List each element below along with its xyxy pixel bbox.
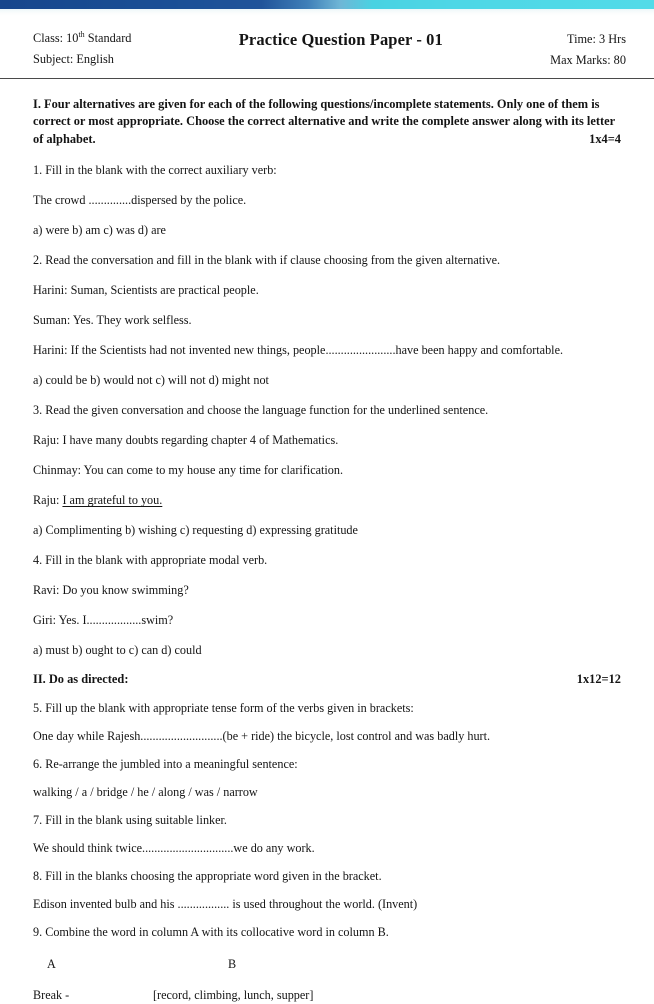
question-8-stem: 8. Fill in the blanks choosing the appropriate word given in the bracket. [33, 869, 382, 884]
question-1-stem: 1. Fill in the blank with the correct auxiliary verb: [33, 163, 277, 178]
document-header [0, 16, 654, 71]
header-divider [0, 78, 654, 79]
class-line [33, 28, 131, 49]
question-2-line-2: Suman: Yes. They work selfless. [33, 313, 192, 328]
column-b-header: B [228, 957, 237, 972]
question-2-stem: 2. Read the conversation and fill in the blank with if clause choosing from the given alternative. [33, 253, 501, 268]
question-3-options: a) Complimenting b) wishing c) requesting d) expressing gratitude [33, 523, 358, 538]
question-3-line-1: Raju: I have many doubts regarding chapter 4 of Mathematics. [33, 433, 339, 448]
question-3-speaker: Raju: [33, 493, 63, 508]
question-2-line-1: Harini: Suman, Scientists are practical people. [33, 283, 259, 298]
section-two-heading [33, 671, 621, 688]
question-9-column-headers [33, 957, 621, 973]
question-4-stem: 4. Fill in the blank with appropriate modal verb. [33, 553, 268, 568]
document-page [0, 16, 654, 1004]
question-3-line-3 [33, 492, 621, 508]
column-a-header: A [47, 957, 56, 972]
decorative-band-fade [0, 9, 654, 16]
section-one-heading [33, 96, 621, 148]
time-line: Time: 3 Hrs [566, 32, 626, 46]
question-1-line-1: The crowd ..............dispersed by the police. [33, 193, 247, 208]
section-two-text: II. Do as directed: [33, 672, 129, 687]
question-1-options: a) were b) am c) was d) are [33, 223, 166, 238]
question-3-underlined-sentence: I am grateful to you. [62, 493, 163, 508]
question-9-row [33, 988, 621, 1004]
question-2-line-3: Harini: If the Scientists had not invented new things, people.......................have been happy and comfortable. [33, 343, 564, 358]
question-4-line-2: Giri: Yes. I..................swim? [33, 613, 174, 628]
question-8-line-1: Edison invented bulb and his ................. is used throughout the world. (Invent) [33, 897, 418, 912]
question-6-line-1: walking / a / bridge / he / along / was / narrow [33, 785, 258, 800]
question-9-stem: 9. Combine the word in column A with its collocative word in column B. [33, 925, 389, 940]
question-5-line-1: One day while Rajesh...........................(be + ride) the bicycle, lost control and was badly hurt. [33, 729, 491, 744]
question-6-stem: 6. Re-arrange the jumbled into a meaningful sentence: [33, 757, 298, 772]
section-two-marks: 1x12=12 [576, 671, 621, 686]
question-2-options: a) could be b) would not c) will not d) might not [33, 373, 269, 388]
class-label: Class: 10 [33, 31, 79, 45]
page-bottom-cutoff-text [0, 886, 654, 893]
question-7-stem: 7. Fill in the blank using suitable linker. [33, 813, 227, 828]
header-right-block [550, 28, 626, 71]
header-left-block [33, 28, 131, 70]
question-7-line-1: We should think twice..............................we do any work. [33, 841, 315, 856]
question-4-options: a) must b) ought to c) can d) could [33, 643, 202, 658]
subject-line: Subject: English [33, 52, 114, 66]
decorative-top-band [0, 0, 654, 9]
column-a-value: Break - [33, 988, 70, 1003]
class-standard-suffix: Standard [84, 31, 132, 45]
page-bottom-cutoff [0, 886, 654, 893]
max-marks-line: Max Marks: 80 [550, 53, 626, 67]
page-title: Practice Question Paper - 01 [238, 30, 443, 49]
question-3-line-2: Chinmay: You can come to my house any time for clarification. [33, 463, 344, 478]
question-3-stem: 3. Read the given conversation and choose the language function for the underlined sentence. [33, 403, 489, 418]
column-b-value: [record, climbing, lunch, supper] [153, 988, 314, 1003]
section-one-marks: 1x4=4 [589, 131, 621, 146]
document-content [0, 96, 654, 1004]
section-one-text: I. Four alternatives are given for each of the following questions/incomplete statements. Only one of them is correct or most appropriate. Choose the correct alternative and write the complete answer along with its letter of alphabet. [33, 97, 615, 146]
question-4-line-1: Ravi: Do you know swimming? [33, 583, 189, 598]
class-ordinal-suffix: th [78, 29, 85, 39]
question-5-stem: 5. Fill up the blank with appropriate tense form of the verbs given in brackets: [33, 701, 414, 716]
